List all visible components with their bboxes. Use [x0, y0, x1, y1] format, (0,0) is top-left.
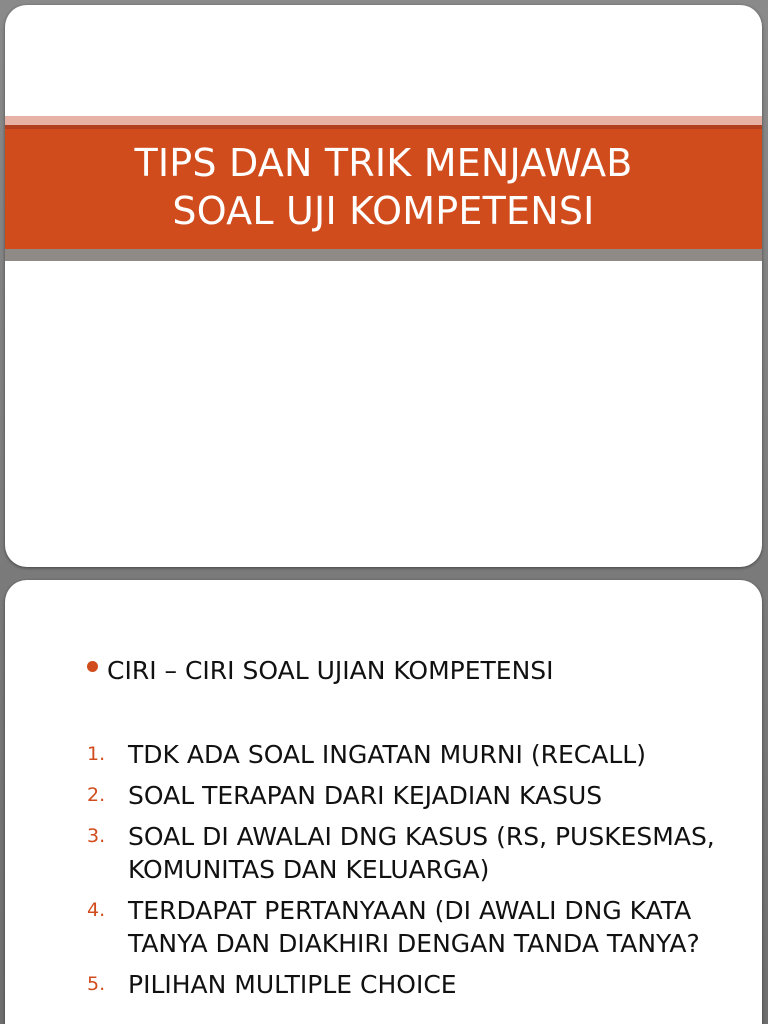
slide-1 — [5, 5, 762, 567]
list-item — [87, 779, 737, 812]
list-item-number: 5. — [87, 973, 106, 995]
title-band-top-stripe — [5, 116, 762, 125]
list-item-text: SOAL TERAPAN DARI KEJADIAN KASUS — [128, 781, 603, 810]
list-item-number: 3. — [87, 825, 106, 847]
list-item-number: 2. — [87, 784, 106, 806]
list-item — [87, 820, 737, 886]
title-band-bottom-stripe — [5, 249, 762, 261]
list-item-text: TERDAPAT PERTANYAAN (DI AWALI DNG KATA TANYA DAN DIAKHIRI DENGAN TANDA TANYA? — [128, 896, 700, 958]
list-item-number: 4. — [87, 899, 106, 921]
list-item-text: PILIHAN MULTIPLE CHOICE — [128, 970, 457, 999]
list-item-number: 1. — [87, 743, 106, 765]
slide-title — [5, 139, 762, 235]
list-item — [87, 968, 737, 1001]
list-item — [87, 738, 737, 771]
slide-2 — [5, 580, 762, 1024]
list-item-text: TDK ADA SOAL INGATAN MURNI (RECALL) — [128, 740, 646, 769]
bullet-dot-icon — [87, 661, 98, 672]
bullet-text: CIRI – CIRI SOAL UJIAN KOMPETENSI — [107, 656, 554, 685]
list-item — [87, 894, 737, 960]
numbered-list — [87, 738, 737, 1009]
slide-title-line-2: SOAL UJI KOMPETENSI — [172, 189, 595, 233]
list-item-text: SOAL DI AWALAI DNG KASUS (RS, PUSKESMAS, KOMUNITAS DAN KELUARGA) — [128, 822, 715, 884]
bullet-item — [87, 656, 554, 685]
slide-title-line-1: TIPS DAN TRIK MENJAWAB — [134, 141, 633, 185]
